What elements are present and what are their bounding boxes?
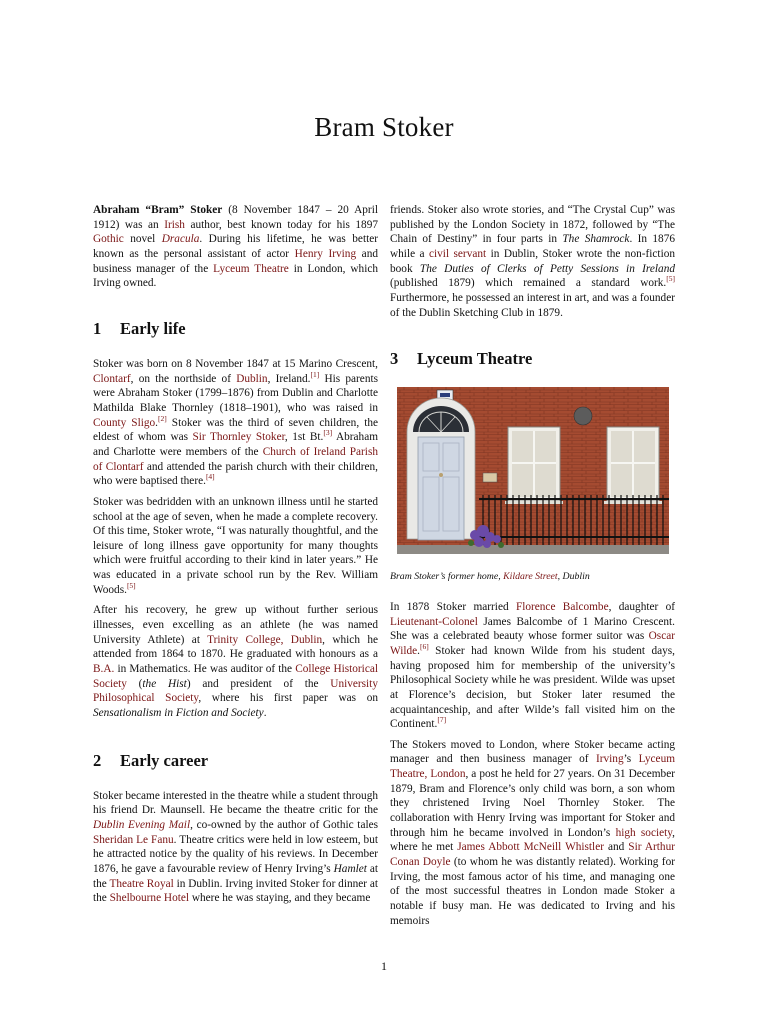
link-whistler[interactable]: James Abbott McNeill Whistler: [457, 841, 604, 854]
ref-4[interactable]: [4]: [205, 472, 215, 482]
section-heading-lyceum-theatre: [390, 349, 675, 369]
early-career-paragraph-1: [93, 789, 378, 906]
link-thornley-stoker[interactable]: Sir Thornley Stoker: [192, 431, 285, 444]
text: , co-owned by the author of Gothic tales: [190, 819, 379, 831]
link-gothic[interactable]: Gothic: [93, 233, 124, 246]
ref-2[interactable]: [2]: [158, 413, 167, 423]
section-number: 3: [390, 349, 399, 369]
link-trinity-college[interactable]: Trinity College, Dublin: [207, 633, 323, 646]
text: ’s: [623, 753, 639, 766]
text: (to whom he was distantly related). Working for Irving, the most famous actor of his time, and managing one of the most successful theatres in London made Stoker a notable if busy man. He was dedicated to Irving and his memoirs: [390, 856, 675, 927]
section-number: 2: [93, 750, 102, 770]
link-ba[interactable]: B.A.: [93, 663, 115, 676]
text: In 1878 Stoker married: [390, 600, 516, 613]
text-italic: Hamlet: [333, 862, 367, 875]
text: and attended the parish church with their children, who were baptised there.: [93, 460, 379, 488]
text: . Theatre critics were held in low esteem, but he attracted notice by the quality of his reviews. In December 1876, he gave a favourable review of Henry Irving’s: [93, 833, 378, 875]
text: The Stokers moved to London, where Stoker became acting manager and then business manager of: [390, 738, 675, 766]
text: at the: [93, 862, 378, 890]
section-heading-early-life: [93, 319, 378, 339]
section-title: Early life: [120, 318, 186, 338]
link-sheridan-le-fanu[interactable]: Sheridan Le Fanu: [93, 833, 174, 846]
text: , which he attended from 1864 to 1870. He graduated with honours as a: [93, 633, 378, 661]
text: After his recovery, he grew up without further serious illnesses, even excelling as an athlete (he was named University Athlete) at: [93, 604, 378, 646]
link-civil-servant[interactable]: civil servant: [429, 247, 487, 260]
text: in Dublin, Stoker wrote the non-fiction book: [390, 247, 676, 275]
text-italic: The Shamrock: [562, 233, 630, 246]
text: . During his lifetime, he was better known as the personal assistant of actor: [93, 233, 378, 260]
house-photo-illustration: [397, 387, 669, 554]
text: Stoker was the third of seven children, the eldest of whom was: [93, 416, 378, 444]
text: .: [417, 644, 420, 657]
text: ) and president of the: [186, 677, 331, 690]
early-life-paragraph-1: [93, 357, 378, 489]
text: His parents were Abraham Stoker (1799–1876) from Dublin and Charlotte Mathilda Blake Thornley (1818–1901), who was raised in: [93, 372, 378, 414]
link-irish[interactable]: Irish: [164, 218, 185, 231]
link-oscar-wilde[interactable]: Oscar Wilde: [390, 630, 675, 657]
section-title: Early career: [120, 750, 209, 770]
ref-3[interactable]: [3]: [323, 428, 333, 438]
text: Stoker had known Wilde from his student days, having proposed him for membership of the university’s Philosophical Society while he was president. Wilde was upset at Florence’s decision, but Stoker later resumed the acquaintanceship, and after Wilde’s fall visited him on the Continent.: [390, 644, 675, 731]
ref-5[interactable]: [5]: [666, 274, 675, 284]
text: , on the northside of: [130, 372, 237, 385]
house-photo[interactable]: [397, 387, 669, 554]
link-dracula[interactable]: Dracula: [161, 233, 200, 246]
page-title: Bram Stoker: [314, 112, 454, 142]
text: where he was staying, and they became: [189, 892, 371, 905]
link-church-of-ireland[interactable]: Church of Ireland Parish of Clontarf: [93, 445, 378, 473]
text: Stoker was bedridden with an unknown illness until he started school at the age of seven, when he made a complete recovery. Of this time, Stoker wrote, “I was naturally thoughtful, and the leisure of long illness gave opportunity for many thoughts which were fruitful according to their kind in later years.” He was educated in a private school run by the Rev. William Woods.: [93, 495, 378, 596]
text: , Ireland.: [267, 372, 311, 385]
text: , where he met: [390, 826, 675, 854]
text: Stoker became interested in the theatre while a student through his friend Dr. Maunsell. He became the theatre critic for the: [93, 789, 378, 817]
text: , Dublin: [557, 571, 590, 583]
text: and business manager of the: [93, 247, 378, 275]
link-lyceum-theatre[interactable]: Lyceum Theatre: [213, 262, 289, 275]
text: friends. Stoker also wrote stories, and “The Crystal Cup” was published by the London Society in 1872, followed by “The Chain of Destiny” in four parts in: [390, 204, 675, 246]
text: (: [126, 677, 143, 690]
text: Bram Stoker’s former home,: [390, 571, 504, 583]
text: (8 November 1847 – 20 April 1912) was an: [93, 204, 378, 231]
text: , a post he held for 27 years. On 31 December 1879, Bram and Florence’s only child was born, a son whom they christened Irving Noel Thornley Stoker. The collaboration with Henry Irving was important for Stoker and through him he became involved in London’s: [390, 768, 675, 839]
text: and: [603, 841, 629, 854]
link-historical-society[interactable]: College Historical Society: [93, 663, 378, 690]
text: in Dublin. Irving invited Stoker for dinner at the: [93, 877, 379, 905]
early-life-paragraph-2: [93, 495, 378, 598]
link-philosophical-society[interactable]: University Philosophical Society: [93, 677, 378, 705]
link-dublin[interactable]: Dublin: [236, 372, 268, 385]
left-column: [93, 203, 378, 912]
text-italic: the Hist: [142, 677, 187, 690]
text: Furthermore, he possessed an interest in art, and was a founder of the Dublin Sketching Club in 1879.: [390, 291, 675, 319]
text-italic: Sensationalism in Fiction and Society: [93, 707, 264, 720]
text: in Mathematics. He was auditor of the: [114, 663, 296, 676]
early-career-continued: [390, 203, 675, 320]
ref-7[interactable]: [7]: [437, 715, 447, 725]
link-theatre-royal[interactable]: Theatre Royal: [109, 877, 174, 890]
text: Abraham and Charlotte were members of the: [93, 431, 378, 458]
section-heading-early-career: [93, 751, 378, 771]
text: James Balcombe of 1 Marino Crescent. She was a celebrated beauty whose former suitor was: [390, 615, 675, 643]
link-dublin-evening-mail[interactable]: Dublin Evening Mail: [93, 819, 191, 831]
text: .: [155, 416, 158, 429]
ref-6[interactable]: [6]: [419, 642, 429, 652]
link-shelbourne-hotel[interactable]: Shelbourne Hotel: [109, 892, 190, 905]
link-lyceum-theatre-london[interactable]: Lyceum Theatre, London: [390, 753, 675, 781]
page-number: 1: [381, 959, 387, 973]
text: , daughter of: [608, 600, 676, 613]
text: (published 1879) which remained a standard work.: [390, 277, 667, 290]
link-conan-doyle[interactable]: Sir Arthur Conan Doyle: [390, 841, 675, 869]
link-high-society[interactable]: high society: [615, 826, 673, 839]
link-irving[interactable]: Irving: [596, 753, 624, 766]
link-henry-irving[interactable]: Henry Irving: [294, 247, 357, 260]
text: novel: [123, 233, 162, 246]
ref-5[interactable]: [5]: [126, 581, 136, 591]
text: author, best known today for his 1897: [184, 218, 379, 231]
text: in London, which Irving owned.: [93, 262, 378, 290]
link-florence-balcombe[interactable]: Florence Balcombe: [515, 600, 609, 613]
text: , where his first paper was on: [198, 692, 378, 705]
section-title: Lyceum Theatre: [417, 349, 533, 369]
lyceum-paragraph-2: [390, 738, 675, 929]
figure-caption: [390, 570, 675, 585]
lyceum-paragraph-1: [390, 600, 675, 732]
section-number: 1: [93, 318, 102, 338]
text-italic: The Duties of Clerks of Petty Sessions in Ireland: [419, 262, 675, 275]
text: . In 1876 while a: [390, 233, 675, 260]
link-county-sligo[interactable]: County Sligo: [93, 416, 156, 429]
ref-1[interactable]: [1]: [310, 369, 320, 379]
right-column: [390, 203, 675, 934]
early-life-paragraph-3: [93, 603, 378, 720]
link-clontarf[interactable]: Clontarf: [93, 372, 131, 385]
text: .: [263, 707, 267, 720]
text: , 1st Bt.: [284, 431, 324, 444]
text: Stoker was born on 8 November 1847 at 15 Marino Crescent,: [93, 357, 378, 370]
intro-paragraph: [93, 203, 378, 291]
subject-name: Abraham “Bram” Stoker: [93, 204, 223, 216]
link-kildare-street[interactable]: Kildare Street: [503, 571, 558, 583]
link-lieutenant-colonel[interactable]: Lieutenant-Colonel: [390, 615, 478, 628]
